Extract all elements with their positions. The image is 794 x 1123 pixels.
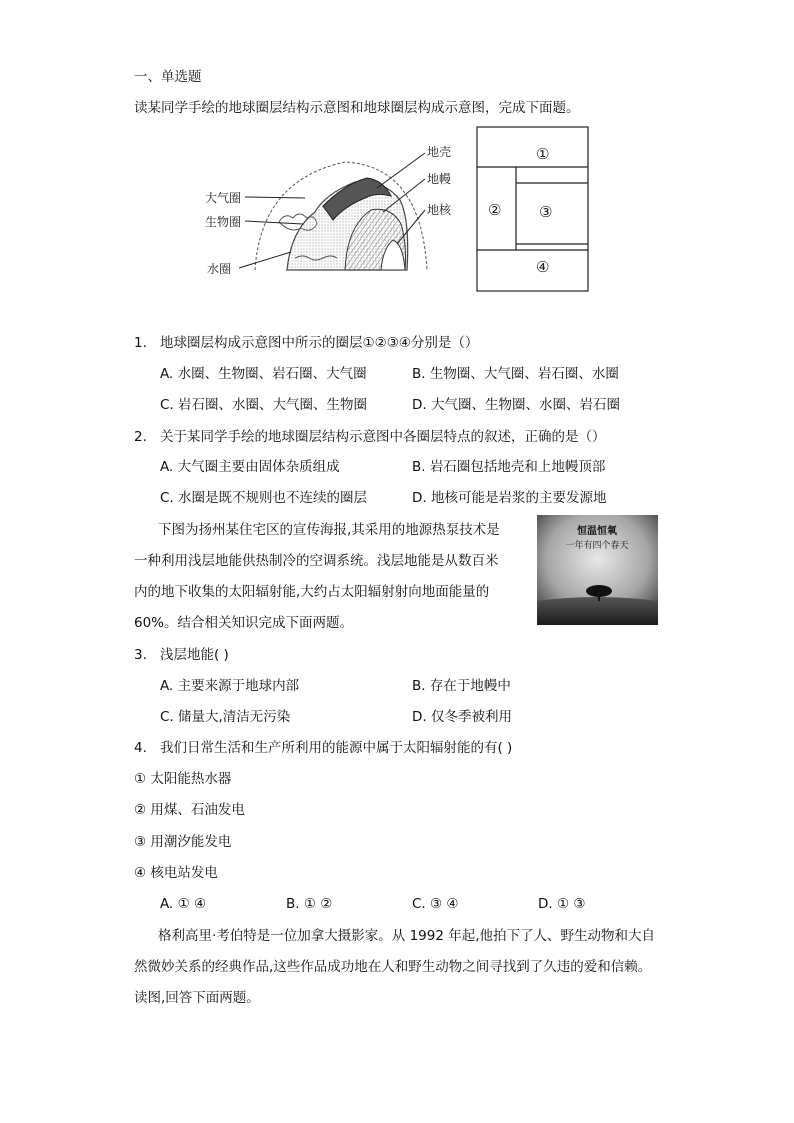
q4-option-b: B. ① ② bbox=[286, 896, 333, 912]
q2-option-a: A. 大气圈主要由固体杂质组成 bbox=[160, 459, 340, 475]
q1-option-b: B. 生物圈、大气圈、岩石圈、水圈 bbox=[412, 366, 619, 382]
passage3-line1: 格利高里·考伯特是一位加拿大摄影家。从 1992 年起,他拍下了人、野生动物和大自 bbox=[158, 928, 656, 944]
label-atmosphere: 大气圈 bbox=[205, 191, 242, 205]
box-label-2: ② bbox=[488, 201, 502, 219]
passage2-line4: 60%。结合相关知识完成下面两题。 bbox=[134, 615, 354, 631]
q1-number: 1. bbox=[134, 335, 147, 351]
earth-sphere-structure-diagram bbox=[195, 140, 465, 300]
passage3-line3: 读图,回答下面两题。 bbox=[134, 990, 260, 1006]
q3-option-d: D. 仅冬季被利用 bbox=[412, 709, 512, 725]
label-hydrosphere: 水圈 bbox=[207, 262, 232, 276]
q4-number: 4. bbox=[134, 740, 147, 756]
q2-stem: 关于某同学手绘的地球圈层结构示意图中各圈层特点的叙述，正确的是（） bbox=[160, 429, 606, 445]
q3-option-b: B. 存在于地幔中 bbox=[412, 678, 511, 694]
box-label-1: ① bbox=[536, 145, 550, 163]
q1-stem: 地球圈层构成示意图中所示的圈层①②③④分别是（） bbox=[160, 335, 479, 351]
passage3-line2: 然微妙关系的经典作品,这些作品成功地在人和野生动物之间寻找到了久违的爱和信赖。 bbox=[134, 959, 652, 975]
poster-subtitle: 一年有四个春天 bbox=[565, 541, 629, 551]
q1-option-d: D. 大气圈、生物圈、水圈、岩石圈 bbox=[412, 397, 620, 413]
passage2-line1: 下图为扬州某住宅区的宣传海报,其采用的地源热泵技术是 bbox=[158, 522, 500, 538]
q4-stem: 我们日常生活和生产所利用的能源中属于太阳辐射能的有( ) bbox=[160, 740, 513, 756]
q2-option-c: C. 水圈是既不规则也不连续的圈层 bbox=[160, 490, 368, 506]
q4-item-4: ④ 核电站发电 bbox=[134, 865, 218, 881]
label-core: 地核 bbox=[427, 203, 452, 217]
q4-item-3: ③ 用潮汐能发电 bbox=[134, 834, 232, 850]
q2-number: 2. bbox=[134, 429, 147, 445]
q4-item-2: ② 用煤、石油发电 bbox=[134, 802, 245, 818]
q1-option-a: A. 水圈、生物圈、岩石圈、大气圈 bbox=[160, 366, 367, 382]
box-label-3: ③ bbox=[539, 203, 553, 221]
box-label-4: ④ bbox=[536, 258, 550, 276]
q3-option-a: A. 主要来源于地球内部 bbox=[160, 678, 300, 694]
passage2-line2: 一种利用浅层地能供热制冷的空调系统。浅层地能是从数百米 bbox=[134, 553, 499, 569]
q4-option-d: D. ① ③ bbox=[538, 896, 586, 912]
poster-title: 恒温恒氧 bbox=[577, 526, 617, 537]
q4-item-1: ① 太阳能热水器 bbox=[134, 771, 232, 787]
section-heading: 一、单选题 bbox=[134, 69, 202, 85]
q3-number: 3. bbox=[134, 647, 147, 663]
q2-option-b: B. 岩石圈包括地壳和上地幔顶部 bbox=[412, 459, 606, 475]
q3-option-c: C. 储量大,清洁无污染 bbox=[160, 709, 291, 725]
label-biosphere: 生物圈 bbox=[205, 215, 242, 229]
q4-option-a: A. ① ④ bbox=[160, 896, 207, 912]
q2-option-d: D. 地核可能是岩浆的主要发源地 bbox=[412, 490, 607, 506]
intro-text: 读某同学手绘的地球圈层结构示意图和地球圈层构成示意图，完成下面题。 bbox=[134, 100, 580, 116]
q4-option-c: C. ③ ④ bbox=[412, 896, 459, 912]
passage2-line3: 内的地下收集的太阳辐射能,大约占太阳辐射射向地面能量的 bbox=[134, 584, 490, 600]
poster-image bbox=[537, 515, 658, 625]
label-crust: 地壳 bbox=[427, 145, 452, 159]
sphere-composition-diagram bbox=[476, 126, 590, 294]
label-mantle: 地幔 bbox=[427, 172, 452, 186]
q3-stem: 浅层地能( ) bbox=[160, 647, 229, 663]
q1-option-c: C. 岩石圈、水圈、大气圈、生物圈 bbox=[160, 397, 368, 413]
